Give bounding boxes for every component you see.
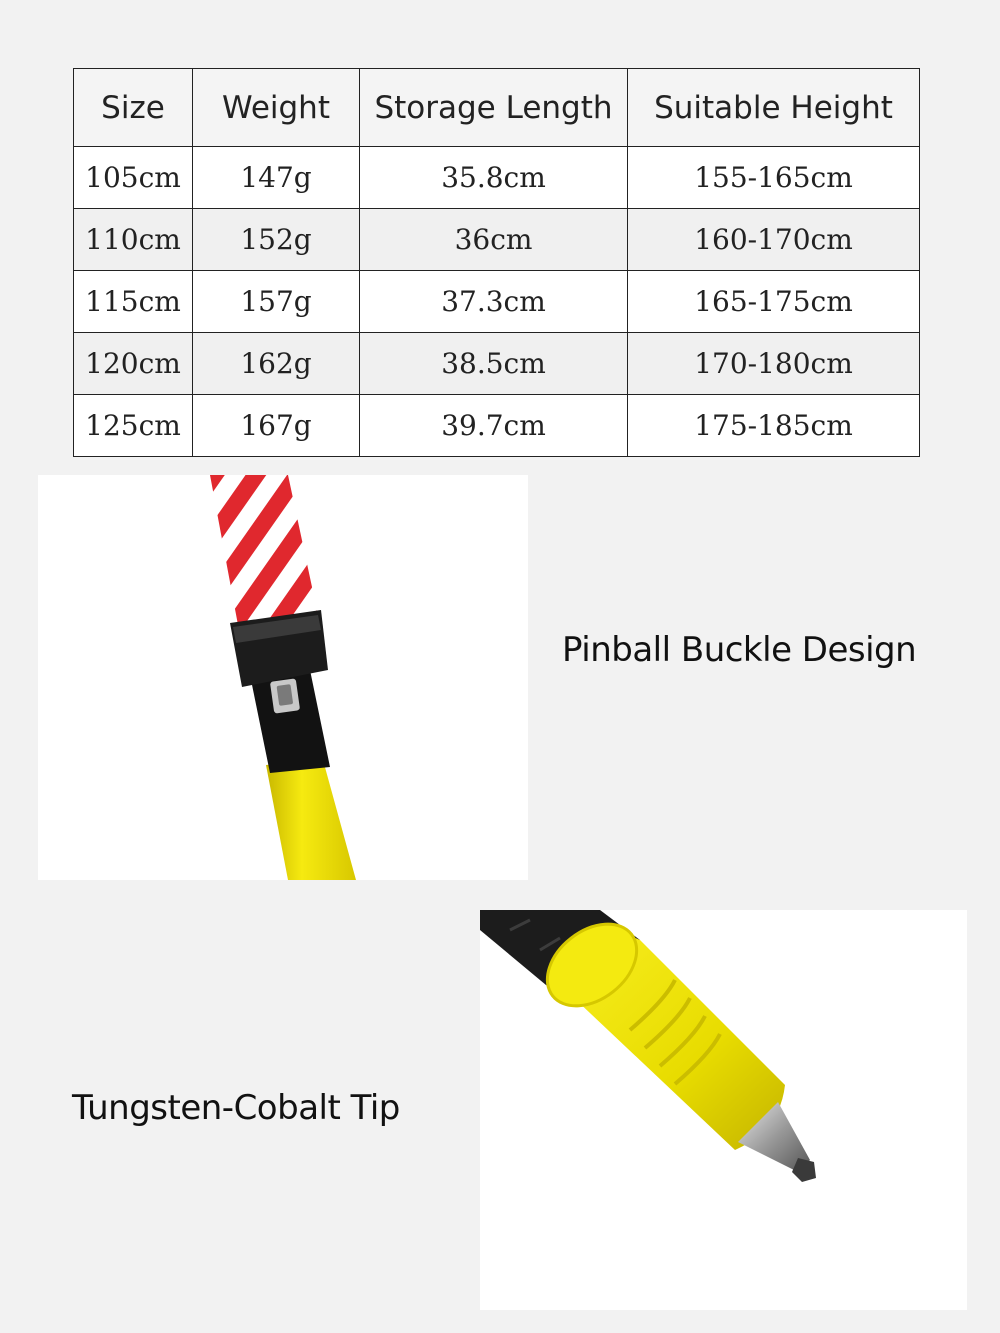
cell-suitable-height: 175-185cm — [628, 395, 920, 457]
cell-size: 125cm — [74, 395, 193, 457]
cell-weight: 162g — [193, 333, 360, 395]
table-row — [74, 209, 920, 271]
table-row — [74, 333, 920, 395]
cell-suitable-height: 155-165cm — [628, 147, 920, 209]
table-row — [74, 147, 920, 209]
cell-suitable-height: 160-170cm — [628, 209, 920, 271]
header-suitable-height: Suitable Height — [628, 69, 920, 147]
cell-storage-length: 38.5cm — [360, 333, 628, 395]
pole-lock-photo — [38, 475, 528, 880]
cell-weight: 152g — [193, 209, 360, 271]
cell-size: 120cm — [74, 333, 193, 395]
cell-weight: 157g — [193, 271, 360, 333]
size-spec-table — [73, 68, 920, 457]
header-size: Size — [74, 69, 193, 147]
feature-caption-buckle: Pinball Buckle Design — [562, 630, 917, 670]
header-weight: Weight — [193, 69, 360, 147]
cell-storage-length: 35.8cm — [360, 147, 628, 209]
header-storage-length: Storage Length — [360, 69, 628, 147]
cell-storage-length: 39.7cm — [360, 395, 628, 457]
cell-size: 115cm — [74, 271, 193, 333]
cell-suitable-height: 165-175cm — [628, 271, 920, 333]
cell-storage-length: 37.3cm — [360, 271, 628, 333]
table-row — [74, 271, 920, 333]
cell-storage-length: 36cm — [360, 209, 628, 271]
cell-weight: 147g — [193, 147, 360, 209]
table-row — [74, 395, 920, 457]
cell-size: 105cm — [74, 147, 193, 209]
feature-caption-tip: Tungsten-Cobalt Tip — [72, 1088, 400, 1128]
cell-suitable-height: 170-180cm — [628, 333, 920, 395]
pole-tip-photo — [480, 910, 967, 1310]
cell-size: 110cm — [74, 209, 193, 271]
cell-weight: 167g — [193, 395, 360, 457]
table-header-row — [74, 69, 920, 147]
